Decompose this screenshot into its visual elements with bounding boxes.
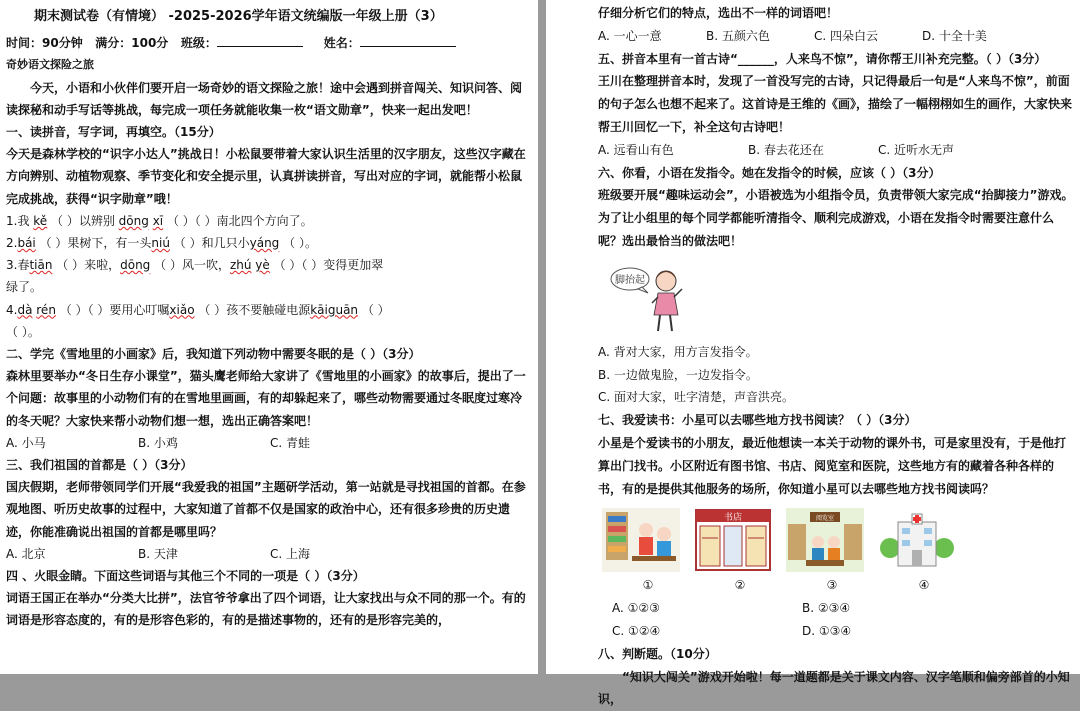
q6-option-a[interactable]: A. 背对大家，用方言发指令。 bbox=[598, 344, 758, 359]
q3-heading: 三、我们祖国的首都是（ ）（3分） bbox=[6, 458, 193, 473]
q1-heading: 一、读拼音，写字词，再填空。（15分） bbox=[6, 125, 221, 140]
option[interactable]: C. 上海 bbox=[270, 546, 311, 561]
pinyin: tiān bbox=[29, 258, 53, 273]
text-run: （ ）（ ）要用心叮嘱 bbox=[59, 302, 170, 317]
option[interactable]: C. 青蛙 bbox=[270, 435, 311, 450]
exam-meta bbox=[6, 32, 528, 54]
pinyin: zhú bbox=[229, 258, 252, 273]
text-run: （ ）果树下，有一头 bbox=[39, 236, 152, 251]
pinyin: xī bbox=[152, 213, 164, 228]
option[interactable]: C. 近听水无声 bbox=[878, 142, 955, 157]
picture-label: ① bbox=[642, 578, 654, 593]
bookstore-picture bbox=[694, 508, 772, 572]
bookstore-sign: 书店 bbox=[723, 513, 743, 524]
intro-text: 今天，小语和小伙伴们要开启一场奇妙的语文探险之旅！途中会遇到拼音闯关、知识问答、阅读探秘和动手写话等挑战，每完成一项任务就能收集一枚“语文勋章”，快来一起出发吧！ bbox=[6, 80, 523, 117]
q5-text: 王川在整理拼音本时，发现了一首没写完的古诗，只记得最后一句是“人来鸟不惊”，前面的句子怎么也想不起来了。这首诗是王维的《画》，描绘了一幅栩栩如生的画作，大家快来帮王川回忆一下，补全这句古诗吧！ bbox=[598, 74, 1073, 134]
option[interactable]: A. ①②③ bbox=[612, 601, 660, 616]
pinyin: kě bbox=[33, 213, 48, 228]
option[interactable]: A. 一心一意 bbox=[598, 28, 662, 43]
class-label: 班级： bbox=[180, 36, 217, 51]
speech-bubble-text: 脚抬起 bbox=[615, 274, 645, 286]
option[interactable]: B. 天津 bbox=[138, 546, 178, 561]
pinyin: yáng bbox=[249, 236, 280, 251]
text-run: （ ）（ ）变得更加翠 bbox=[273, 258, 384, 273]
q4-heading: 四 、火眼金睛。下面这些词语与其他三个不同的一项是（ ）（3分） bbox=[6, 569, 365, 584]
intro-heading: 奇妙语文探险之旅 bbox=[6, 58, 94, 72]
name-blank[interactable] bbox=[360, 33, 456, 47]
text-run: 1.我 bbox=[6, 213, 30, 228]
class-blank[interactable] bbox=[217, 33, 303, 47]
q4-options bbox=[598, 25, 1074, 48]
pinyin: niú bbox=[151, 236, 170, 251]
reading-room-sign: 阅览室 bbox=[815, 515, 835, 523]
text-run: （ ）风一吹， bbox=[154, 258, 230, 273]
q6-text: 班级要开展“趣味运动会”，小语被选为小组指令员，负责带领大家完成“抬脚接力”游戏。为了让小组里的每个同学都能听清指令、顺利完成游戏，小语在发指令时需要注意什么呢？选出最恰当的做法吧！ bbox=[598, 188, 1074, 248]
name-label: 姓名： bbox=[323, 36, 360, 51]
option[interactable]: B. 五颜六色 bbox=[706, 28, 770, 43]
option[interactable]: C. ①②④ bbox=[612, 623, 661, 638]
girl-illustration bbox=[608, 259, 698, 339]
pinyin: yè bbox=[255, 258, 270, 273]
q1-line-4 bbox=[6, 299, 528, 321]
text-run: 3.春 bbox=[6, 258, 30, 273]
q1-line-3b: 绿了。 bbox=[6, 280, 43, 295]
option[interactable]: A. 北京 bbox=[6, 546, 46, 561]
picture-label: ③ bbox=[826, 578, 838, 593]
q1-line-1 bbox=[6, 210, 528, 232]
q8-text: “知识大闯关”游戏开始啦！每一道题都是关于课文内容、汉字笔顺和偏旁部首的小知识， bbox=[598, 669, 1070, 707]
q6-heading: 六、你看，小语在发指令。她在发指令的时候，应该（ ）（3分） bbox=[598, 165, 941, 180]
q7-picture-labels bbox=[602, 574, 1074, 597]
q5-options bbox=[598, 139, 1074, 162]
pinyin: dà bbox=[17, 302, 33, 317]
text-run: （ ）孩不要触碰电源 bbox=[198, 302, 311, 317]
q7-pictures bbox=[602, 508, 1074, 572]
q7-heading: 七、我爱读书：小星可以去哪些地方找书阅读？（ ）（3分） bbox=[598, 413, 917, 428]
text-run: （ ） bbox=[361, 302, 390, 317]
q7-options-row2 bbox=[598, 620, 1074, 643]
q1-line-2 bbox=[6, 232, 528, 254]
library-picture bbox=[602, 508, 680, 572]
hospital-picture bbox=[878, 508, 956, 572]
q1-line-4b: （ ）。 bbox=[6, 324, 40, 339]
option[interactable]: C. 四朵白云 bbox=[814, 28, 879, 43]
q3-text: 国庆假期，老师带领同学们开展“我爱我的祖国”主题研学活动，第一站就是寻找祖国的首都。在参观地图、听历史故事的过程中，大家知道了首都不仅是国家的政治中心，还有很多珍贵的历史遗迹，你能准确说出祖国的首都是哪里吗？ bbox=[6, 480, 526, 539]
q4-continued: 仔细分析它们的特点，选出不一样的词语吧！ bbox=[598, 6, 839, 20]
q5-heading: 五、拼音本里有一首古诗“______，人来鸟不惊”，请你帮王川补充完整。（ ）（3分） bbox=[598, 51, 1047, 66]
exam-title: 期末测试卷（有情境） -2025-2026学年语文统编版一年级上册（3） bbox=[34, 9, 443, 24]
q3-options bbox=[6, 543, 528, 565]
q2-options bbox=[6, 432, 528, 454]
pinyin: dōng bbox=[118, 213, 149, 228]
picture-label: ④ bbox=[918, 578, 930, 593]
q4-text: 词语王国正在举办“分类大比拼”，法官爷爷拿出了四个词语，让大家找出与众不同的那一个。有的词语是形容态度的，有的是形容色彩的，有的是描述事物的，还有的是形容完美的， bbox=[6, 591, 526, 628]
text-run: 4. bbox=[6, 302, 18, 317]
q6-option-b[interactable]: B. 一边做鬼脸，一边发指令。 bbox=[598, 367, 758, 382]
score-label: 满分：100分 bbox=[95, 36, 169, 51]
option[interactable]: B. 春去花还在 bbox=[748, 142, 824, 157]
q2-text: 森林里要举办“冬日生存小课堂”，猫头鹰老师给大家讲了《雪地里的小画家》的故事后，提出了一个问题：故事里的小动物们有的在雪地里画画，有的却躲起来了，哪些动物需要通过冬眠度过寒冷的冬天呢？大家快来帮小动物们想一想，选出正确答案吧！ bbox=[6, 369, 526, 428]
q6-option-c[interactable]: C. 面对大家，吐字清楚，声音洪亮。 bbox=[598, 390, 795, 405]
text-run: （ ）。 bbox=[283, 236, 317, 251]
option[interactable]: A. 远看山有色 bbox=[598, 142, 674, 157]
pinyin: rén bbox=[36, 302, 56, 317]
page-gap bbox=[538, 0, 546, 674]
option[interactable]: A. 小马 bbox=[6, 435, 46, 450]
q8-heading: 八、判断题。（10分） bbox=[598, 646, 717, 661]
text-run: （ ）和几只小 bbox=[173, 236, 250, 251]
text-run: 2. bbox=[6, 236, 18, 251]
q1-text: 今天是森林学校的“识字小达人”挑战日！小松鼠要带着大家认识生活里的汉字朋友，这些汉字藏在方向辨别、动植物观察、季节变化和安全提示里，认真拼读拼音，写出对应的字词，就能帮小松鼠完成挑战，获得“识字勋章”哦！ bbox=[6, 147, 526, 206]
q2-heading: 二、学完《雪地里的小画家》后，我知道下列动物中需要冬眠的是（ ）（3分） bbox=[6, 347, 421, 362]
pinyin: xiǎo bbox=[169, 302, 195, 317]
left-page bbox=[0, 0, 538, 674]
text-run: （ ）（ ）南北四个方向了。 bbox=[166, 213, 313, 228]
q7-options-row1 bbox=[598, 597, 1074, 620]
picture-label: ② bbox=[734, 578, 746, 593]
q1-line-3 bbox=[6, 254, 528, 276]
option[interactable]: D. ①③④ bbox=[802, 623, 852, 638]
pinyin: dōng bbox=[120, 258, 151, 273]
q6-figure bbox=[598, 253, 1074, 341]
pinyin: kāiguān bbox=[310, 302, 359, 317]
time-label: 时间：90分钟 bbox=[6, 36, 83, 51]
right-page bbox=[546, 0, 1080, 707]
option[interactable]: B. ②③④ bbox=[802, 601, 851, 616]
q7-text: 小星是个爱读书的小朋友，最近他想读一本关于动物的课外书，可是家里没有，于是他打算出门找书。小区附近有图书馆、书店、阅览室和医院，这些地方有的藏着各种各样的书，有的是提供其他服务的场所，你知道小星可以去哪些地方找书阅读吗？ bbox=[598, 435, 1067, 496]
text-run: （ ）以辨别 bbox=[51, 213, 115, 228]
option[interactable]: B. 小鸡 bbox=[138, 435, 178, 450]
reading-room-picture bbox=[786, 508, 864, 572]
pinyin: bái bbox=[17, 236, 36, 251]
option[interactable]: D. 十全十美 bbox=[922, 28, 987, 43]
text-run: （ ）来啦， bbox=[56, 258, 121, 273]
